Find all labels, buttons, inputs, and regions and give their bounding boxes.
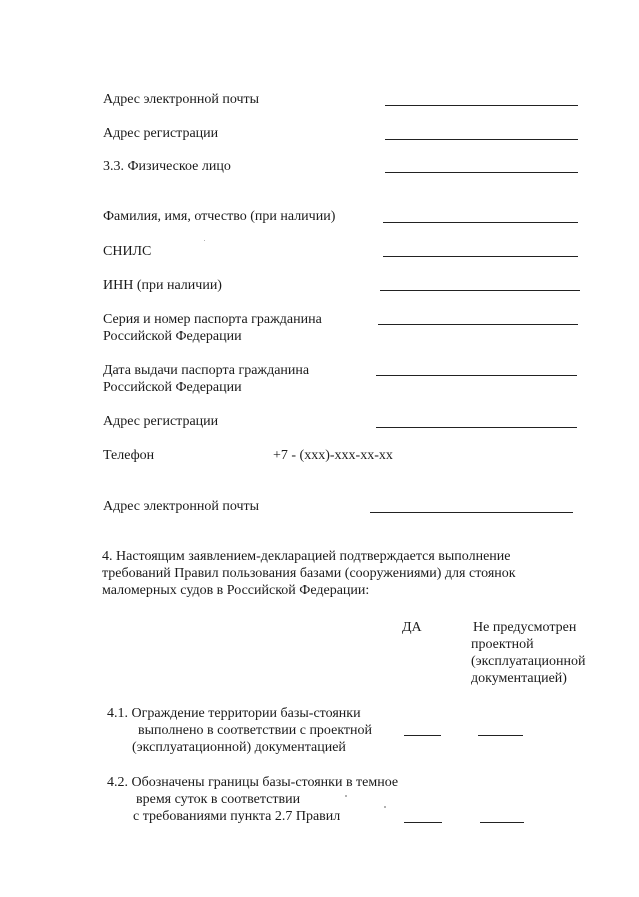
column-header-na-line3: (эксплуатационной: [471, 654, 586, 669]
item-4-1-yes-blank[interactable]: [404, 735, 441, 736]
field-label-full-name: Фамилия, имя, отчество (при наличии): [103, 209, 336, 224]
passport-date-blank-line[interactable]: [376, 375, 577, 376]
field-label-inn: ИНН (при наличии): [103, 278, 222, 293]
individual-blank-line[interactable]: [385, 172, 578, 173]
registration-address-2-blank-line[interactable]: [376, 427, 577, 428]
phone-value[interactable]: +7 - (xxx)-xxx-xx-xx: [273, 448, 393, 463]
email-blank-line[interactable]: [385, 105, 578, 106]
declaration-line-3: маломерных судов в Российской Федерации:: [102, 583, 370, 598]
column-header-yes: ДА: [402, 620, 422, 635]
scan-speck: [204, 240, 205, 241]
field-label-snils: СНИЛС: [103, 244, 152, 259]
field-label-passport-date: Дата выдачи паспорта гражданина: [103, 363, 310, 378]
field-label-passport-number: Серия и номер паспорта гражданина: [103, 312, 322, 327]
item-4-2-line3: с требованиями пункта 2.7 Правил: [133, 809, 341, 824]
field-label-phone: Телефон: [103, 448, 155, 463]
column-header-na-line1: Не предусмотрен: [473, 620, 577, 635]
declaration-line-1: 4. Настоящим заявлением-декларацией подтверждается выполнение: [102, 549, 511, 564]
field-label-registration-address: Адрес регистрации: [103, 126, 219, 141]
item-4-2-line2: время суток в соответствии: [136, 792, 301, 807]
scan-speck: [384, 806, 386, 808]
column-header-na-line2: проектной: [471, 637, 534, 652]
item-4-1-line2: выполнено в соответствии с проектной: [138, 723, 373, 738]
field-label-passport-date-line2: Российской Федерации: [103, 380, 242, 395]
email-2-blank-line[interactable]: [370, 512, 573, 513]
field-label-email-2: Адрес электронной почты: [103, 499, 260, 514]
item-4-1-na-blank[interactable]: [478, 735, 523, 736]
item-4-1-line3: (эксплуатационной) документацией: [132, 740, 346, 755]
field-label-passport-number-line2: Российской Федерации: [103, 329, 242, 344]
snils-blank-line[interactable]: [383, 256, 578, 257]
field-label-email: Адрес электронной почты: [103, 92, 260, 107]
column-header-na-line4: документацией): [471, 671, 567, 686]
item-4-2-na-blank[interactable]: [480, 822, 524, 823]
item-4-2-yes-blank[interactable]: [404, 822, 442, 823]
inn-blank-line[interactable]: [380, 290, 580, 291]
declaration-line-2: требований Правил пользования базами (сооружениями) для стоянок: [102, 566, 516, 581]
item-4-1-line1: 4.1. Ограждение территории базы-стоянки: [107, 706, 361, 721]
field-label-registration-address-2: Адрес регистрации: [103, 414, 219, 429]
registration-address-blank-line[interactable]: [385, 139, 578, 140]
scan-speck: [345, 795, 347, 797]
section-title-individual: 3.3. Физическое лицо: [103, 159, 231, 174]
item-4-2-line1: 4.2. Обозначены границы базы-стоянки в темное: [107, 775, 399, 790]
passport-number-blank-line[interactable]: [378, 324, 578, 325]
full-name-blank-line[interactable]: [383, 222, 578, 223]
